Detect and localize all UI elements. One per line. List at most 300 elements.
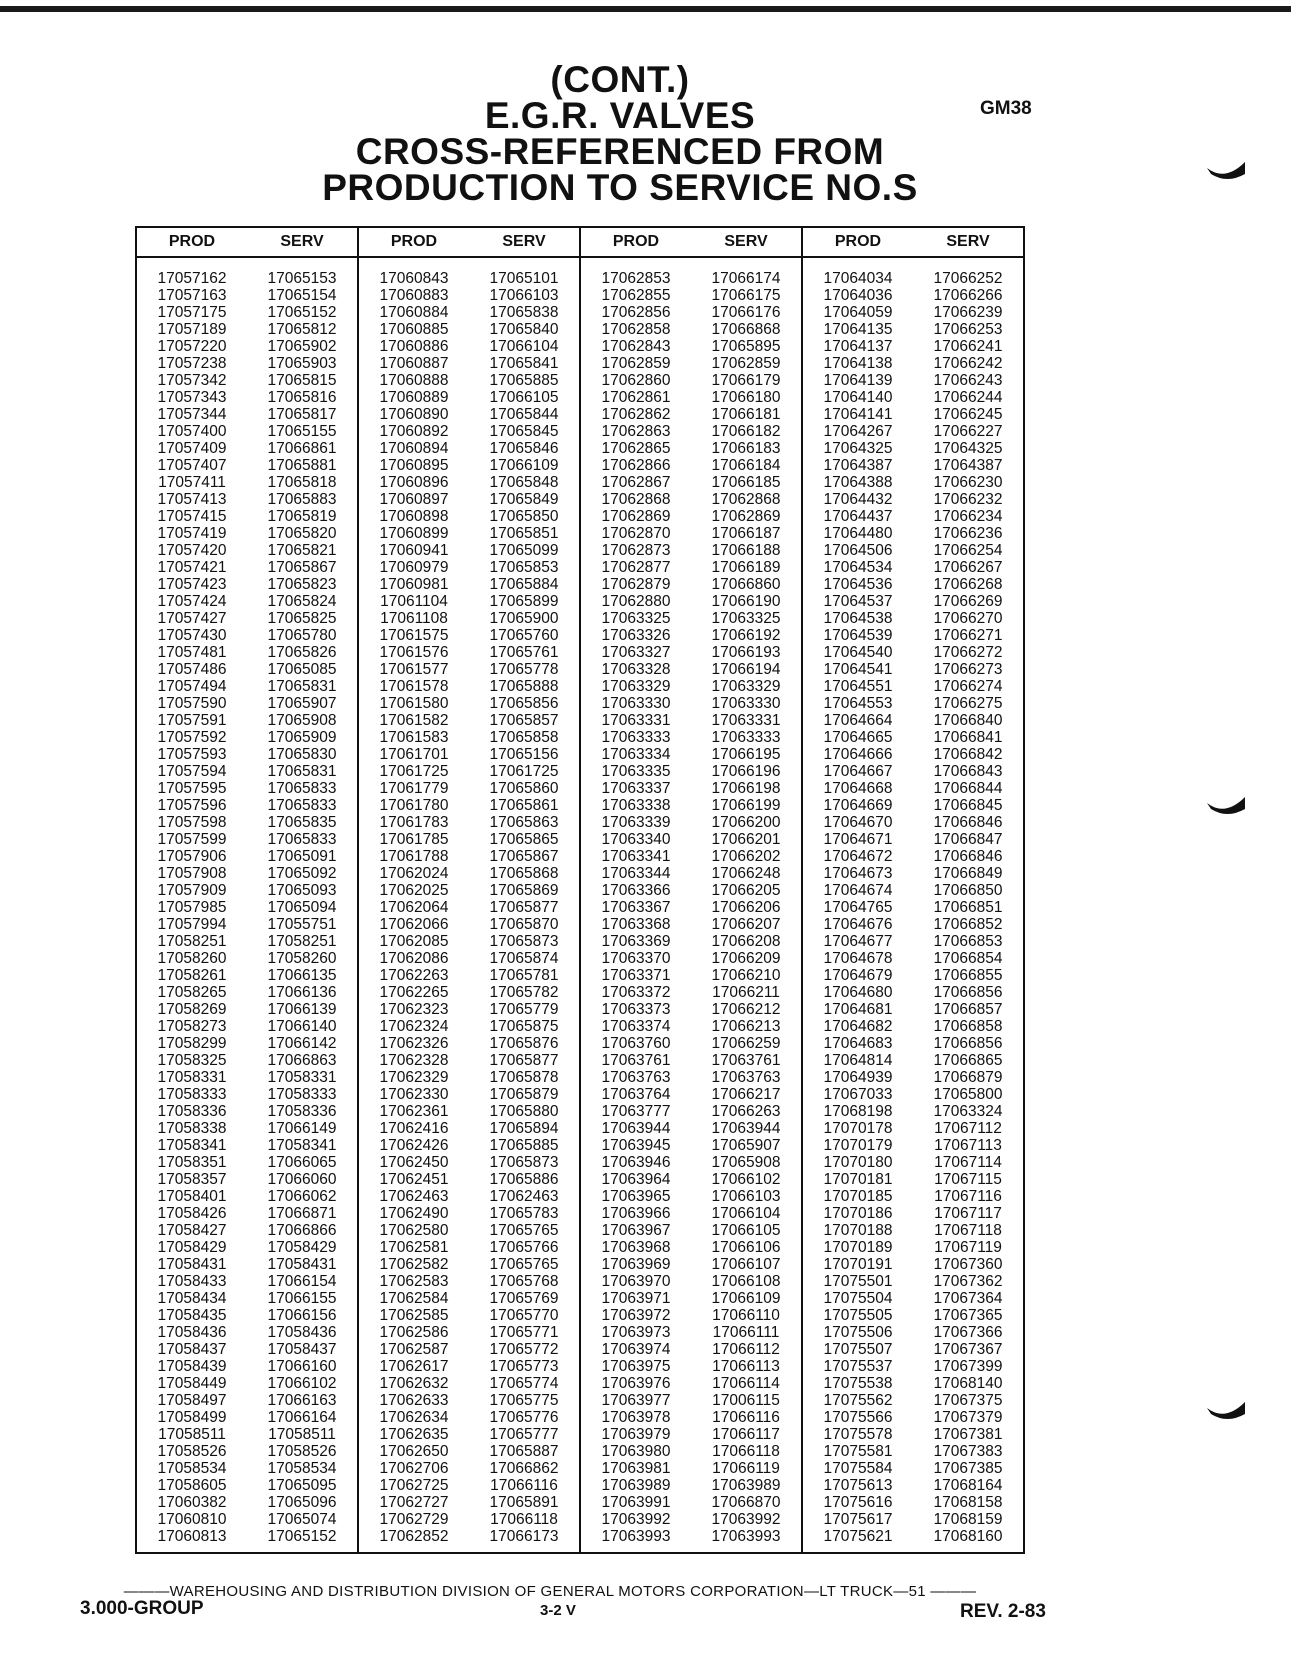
serv-number: 17066230 xyxy=(933,474,1003,491)
table-row xyxy=(359,1307,579,1324)
prod-number: 17058605 xyxy=(157,1477,227,1494)
prod-number: 17057409 xyxy=(157,440,227,457)
table-row xyxy=(803,882,1023,899)
serv-number: 17066268 xyxy=(933,576,1003,593)
serv-number: 17066205 xyxy=(711,882,781,899)
prod-number: 17057238 xyxy=(157,355,227,372)
table-column-group xyxy=(581,228,803,1552)
serv-number: 17065899 xyxy=(489,593,559,610)
table-row xyxy=(137,610,357,627)
table-row xyxy=(581,1273,801,1290)
serv-number: 17066105 xyxy=(711,1222,781,1239)
prod-number: 17063344 xyxy=(601,865,671,882)
prod-number: 17064034 xyxy=(823,270,893,287)
table-row xyxy=(137,746,357,763)
serv-number: 17066140 xyxy=(267,1018,337,1035)
serv-number: 17065903 xyxy=(267,355,337,372)
table-row xyxy=(803,1222,1023,1239)
serv-number: 17058526 xyxy=(267,1443,337,1460)
serv-number: 17066870 xyxy=(711,1494,781,1511)
table-row xyxy=(803,746,1023,763)
serv-number: 17066156 xyxy=(267,1307,337,1324)
serv-number: 17058333 xyxy=(267,1086,337,1103)
prod-number: 17063325 xyxy=(601,610,671,627)
table-row xyxy=(803,695,1023,712)
table-row xyxy=(581,1307,801,1324)
table-row xyxy=(581,525,801,542)
serv-number: 17065909 xyxy=(267,729,337,746)
table-row xyxy=(581,508,801,525)
table-row xyxy=(803,967,1023,984)
table-row xyxy=(803,1069,1023,1086)
table-row xyxy=(137,1120,357,1137)
division-footer: ———WAREHOUSING AND DISTRIBUTION DIVISION OF GENERAL MOTORS CORPORATION—LT TRUCK—51 ——— xyxy=(123,1583,977,1600)
prod-number: 17064939 xyxy=(823,1069,893,1086)
prod-number: 17058333 xyxy=(157,1086,227,1103)
catalog-code: GM38 xyxy=(980,98,1032,119)
prod-number: 17064540 xyxy=(823,644,893,661)
prod-number: 17064674 xyxy=(823,882,893,899)
table-row xyxy=(581,440,801,457)
table-row xyxy=(803,712,1023,729)
prod-number: 17062867 xyxy=(601,474,671,491)
column-header xyxy=(359,228,579,258)
table-row xyxy=(359,661,579,678)
table-row xyxy=(359,440,579,457)
table-row xyxy=(359,474,579,491)
prod-number: 17064388 xyxy=(823,474,893,491)
serv-number: 17063325 xyxy=(711,610,781,627)
table-row xyxy=(803,1239,1023,1256)
serv-number: 17065769 xyxy=(489,1290,559,1307)
prod-number: 17064506 xyxy=(823,542,893,559)
group-label: 3.000-GROUP xyxy=(80,1598,204,1619)
prod-number: 17075507 xyxy=(823,1341,893,1358)
serv-number: 17066856 xyxy=(933,984,1003,1001)
prod-number: 17070185 xyxy=(823,1188,893,1205)
prod-number: 17064387 xyxy=(823,457,893,474)
serv-number: 17065874 xyxy=(489,950,559,967)
table-row xyxy=(803,1120,1023,1137)
table-row xyxy=(803,831,1023,848)
serv-number: 17065885 xyxy=(489,372,559,389)
serv-number: 17066855 xyxy=(933,967,1003,984)
table-row xyxy=(581,661,801,678)
serv-number: 17062868 xyxy=(711,491,781,508)
serv-number: 17062869 xyxy=(711,508,781,525)
serv-number: 17066852 xyxy=(933,916,1003,933)
table-row xyxy=(581,610,801,627)
prod-number: 17063979 xyxy=(601,1426,671,1443)
prod-number: 17062858 xyxy=(601,321,671,338)
prod-number: 17058431 xyxy=(157,1256,227,1273)
serv-number: 17066116 xyxy=(490,1477,558,1494)
serv-number: 17006115 xyxy=(712,1392,780,1409)
serv-number: 17066843 xyxy=(933,763,1003,780)
table-row xyxy=(581,1494,801,1511)
table-row xyxy=(803,338,1023,355)
prod-number: 17064551 xyxy=(823,678,893,695)
prod-number: 17064437 xyxy=(823,508,893,525)
serv-number: 17066851 xyxy=(933,899,1003,916)
prod-number: 17064664 xyxy=(823,712,893,729)
table-row xyxy=(359,746,579,763)
table-row xyxy=(581,576,801,593)
table-row xyxy=(359,304,579,321)
serv-number: 17065870 xyxy=(489,916,559,933)
prod-number: 17062870 xyxy=(601,525,671,542)
serv-number: 17066846 xyxy=(933,848,1003,865)
prod-number: 17057421 xyxy=(157,559,227,576)
table-row xyxy=(581,1086,801,1103)
prod-number: 17057994 xyxy=(157,916,227,933)
prod-number: 17057906 xyxy=(157,848,227,865)
table-row xyxy=(581,1341,801,1358)
serv-number: 17065771 xyxy=(489,1324,559,1341)
table-row xyxy=(137,389,357,406)
table-row xyxy=(803,372,1023,389)
prod-number: 17063976 xyxy=(601,1375,671,1392)
prod-number: 17062263 xyxy=(379,967,449,984)
prod-header: PROD xyxy=(612,233,660,250)
serv-number: 17066117 xyxy=(712,1426,780,1443)
table-row xyxy=(137,1222,357,1239)
serv-number: 17065800 xyxy=(933,1086,1003,1103)
table-row xyxy=(137,406,357,423)
serv-header: SERV xyxy=(724,233,768,250)
prod-number: 17057494 xyxy=(157,678,227,695)
prod-number: 17063968 xyxy=(601,1239,671,1256)
title-line-2: E.G.R. VALVES xyxy=(484,95,756,136)
prod-number: 17058338 xyxy=(157,1120,227,1137)
prod-number: 17060892 xyxy=(379,423,449,440)
prod-number: 17064679 xyxy=(823,967,893,984)
prod-number: 17063372 xyxy=(601,984,671,1001)
serv-number: 17066841 xyxy=(933,729,1003,746)
table-row xyxy=(137,678,357,695)
table-row xyxy=(803,814,1023,831)
prod-number: 17060889 xyxy=(379,389,449,406)
table-row xyxy=(581,1324,801,1341)
prod-number: 17062450 xyxy=(379,1154,449,1171)
table-row xyxy=(581,423,801,440)
table-row xyxy=(137,797,357,814)
table-row xyxy=(803,678,1023,695)
prod-number: 17063945 xyxy=(601,1137,671,1154)
serv-number: 17065152 xyxy=(267,1528,337,1545)
prod-number: 17062633 xyxy=(379,1392,449,1409)
prod-number: 17070186 xyxy=(823,1205,893,1222)
prod-number: 17063967 xyxy=(601,1222,671,1239)
prod-number: 17062862 xyxy=(601,406,671,423)
prod-number: 17064668 xyxy=(823,780,893,797)
binder-hole-icon xyxy=(1205,1400,1247,1422)
serv-number: 17066845 xyxy=(933,797,1003,814)
table-row xyxy=(359,1120,579,1137)
table-row xyxy=(359,1290,579,1307)
page-title xyxy=(220,59,1020,208)
serv-number: 17066112 xyxy=(712,1341,780,1358)
prod-number: 17062361 xyxy=(379,1103,449,1120)
serv-number: 17066184 xyxy=(711,457,781,474)
prod-number: 17062879 xyxy=(601,576,671,593)
prod-number: 17064135 xyxy=(823,321,893,338)
serv-number: 17065879 xyxy=(489,1086,559,1103)
serv-number: 17058436 xyxy=(267,1324,337,1341)
serv-number: 17065096 xyxy=(267,1494,337,1511)
serv-number: 17062859 xyxy=(711,355,781,372)
prod-number: 17057427 xyxy=(157,610,227,627)
table-row xyxy=(581,831,801,848)
table-row xyxy=(137,899,357,916)
serv-number: 17065095 xyxy=(267,1477,337,1494)
prod-number: 17064667 xyxy=(823,763,893,780)
table-row xyxy=(137,1426,357,1443)
table-row xyxy=(581,270,801,287)
table-row xyxy=(803,610,1023,627)
prod-number: 17062617 xyxy=(379,1358,449,1375)
table-row xyxy=(803,950,1023,967)
serv-number: 17058251 xyxy=(267,933,337,950)
serv-number: 17065851 xyxy=(489,525,559,542)
prod-number: 17060896 xyxy=(379,474,449,491)
serv-number: 17055751 xyxy=(267,916,337,933)
table-row xyxy=(137,457,357,474)
prod-number: 17064814 xyxy=(823,1052,893,1069)
prod-number: 17062865 xyxy=(601,440,671,457)
prod-number: 17058434 xyxy=(157,1290,227,1307)
serv-number: 17066154 xyxy=(267,1273,337,1290)
prod-number: 17064677 xyxy=(823,933,893,950)
table-row xyxy=(137,831,357,848)
serv-number: 17065815 xyxy=(267,372,337,389)
table-row xyxy=(359,270,579,287)
prod-number: 17057590 xyxy=(157,695,227,712)
prod-number: 17063335 xyxy=(601,763,671,780)
table-row xyxy=(803,916,1023,933)
serv-number: 17066116 xyxy=(712,1409,780,1426)
prod-number: 17060843 xyxy=(379,270,449,287)
table-row xyxy=(137,695,357,712)
table-row xyxy=(803,1494,1023,1511)
prod-number: 17060890 xyxy=(379,406,449,423)
prod-number: 17062860 xyxy=(601,372,671,389)
serv-number: 17065838 xyxy=(489,304,559,321)
prod-number: 17057909 xyxy=(157,882,227,899)
table-row xyxy=(137,916,357,933)
table-row xyxy=(581,542,801,559)
table-row xyxy=(581,882,801,899)
prod-number: 17063338 xyxy=(601,797,671,814)
serv-number: 17066198 xyxy=(711,780,781,797)
prod-number: 17064682 xyxy=(823,1018,893,1035)
serv-number: 17066239 xyxy=(933,304,1003,321)
serv-number: 17066266 xyxy=(933,287,1003,304)
prod-number: 17063944 xyxy=(601,1120,671,1137)
serv-number: 17065833 xyxy=(267,780,337,797)
serv-number: 17063992 xyxy=(711,1511,781,1528)
serv-number: 17066242 xyxy=(933,355,1003,372)
serv-number: 17065865 xyxy=(489,831,559,848)
serv-number: 17066274 xyxy=(933,678,1003,695)
prod-number: 17064673 xyxy=(823,865,893,882)
prod-number: 17061104 xyxy=(380,593,448,610)
table-row xyxy=(359,695,579,712)
table-row xyxy=(359,950,579,967)
table-row xyxy=(137,1511,357,1528)
serv-number: 17065878 xyxy=(489,1069,559,1086)
table-row xyxy=(359,1222,579,1239)
prod-number: 17058351 xyxy=(157,1154,227,1171)
prod-number: 17057413 xyxy=(157,491,227,508)
prod-number: 17057593 xyxy=(157,746,227,763)
table-row xyxy=(581,1375,801,1392)
serv-number: 17065780 xyxy=(267,627,337,644)
table-row xyxy=(359,1511,579,1528)
table-row xyxy=(581,491,801,508)
serv-header: SERV xyxy=(280,233,324,250)
prod-number: 17062863 xyxy=(601,423,671,440)
table-row xyxy=(803,1052,1023,1069)
prod-number: 17057481 xyxy=(157,644,227,661)
table-row xyxy=(137,763,357,780)
prod-number: 17064141 xyxy=(823,406,893,423)
table-row xyxy=(359,1494,579,1511)
table-row xyxy=(581,287,801,304)
serv-number: 17066113 xyxy=(712,1358,780,1375)
serv-number: 17066865 xyxy=(933,1052,1003,1069)
serv-number: 17066273 xyxy=(933,661,1003,678)
table-row xyxy=(359,406,579,423)
table-row xyxy=(359,1256,579,1273)
prod-number: 17062582 xyxy=(379,1256,449,1273)
serv-number: 17066259 xyxy=(711,1035,781,1052)
prod-number: 17062855 xyxy=(601,287,671,304)
serv-number: 17058336 xyxy=(267,1103,337,1120)
prod-number: 17063328 xyxy=(601,661,671,678)
prod-number: 17064139 xyxy=(823,372,893,389)
title-line-1: (CONT.) xyxy=(550,59,690,100)
prod-number: 17062581 xyxy=(379,1239,449,1256)
prod-number: 17075616 xyxy=(823,1494,893,1511)
serv-number: 17065895 xyxy=(711,338,781,355)
prod-number: 17058439 xyxy=(157,1358,227,1375)
table-row xyxy=(803,270,1023,287)
table-column-group xyxy=(137,228,359,1552)
prod-number: 17064666 xyxy=(823,746,893,763)
table-row xyxy=(803,1001,1023,1018)
table-row xyxy=(137,1528,357,1545)
serv-number: 17065812 xyxy=(267,321,337,338)
page-number: 3-2 V xyxy=(540,1602,576,1619)
serv-number: 17066109 xyxy=(489,457,559,474)
serv-number: 17066103 xyxy=(489,287,559,304)
serv-number: 17066842 xyxy=(933,746,1003,763)
prod-number: 17057419 xyxy=(157,525,227,542)
prod-number: 17063777 xyxy=(601,1103,671,1120)
table-row xyxy=(137,525,357,542)
serv-number: 17065091 xyxy=(267,848,337,865)
prod-number: 17060888 xyxy=(379,372,449,389)
prod-number: 17057175 xyxy=(157,304,227,321)
prod-number: 17060894 xyxy=(379,440,449,457)
table-row xyxy=(803,1324,1023,1341)
prod-number: 17063333 xyxy=(601,729,671,746)
serv-number: 17067112 xyxy=(934,1120,1002,1137)
table-row xyxy=(803,525,1023,542)
table-row xyxy=(137,1154,357,1171)
serv-number: 17065849 xyxy=(489,491,559,508)
prod-number: 17057420 xyxy=(157,542,227,559)
serv-number: 17066149 xyxy=(267,1120,337,1137)
prod-number: 17063369 xyxy=(601,933,671,950)
prod-number: 17070188 xyxy=(823,1222,893,1239)
prod-number: 17058427 xyxy=(157,1222,227,1239)
table-row xyxy=(137,1052,357,1069)
serv-number: 17066871 xyxy=(267,1205,337,1222)
serv-number: 17058429 xyxy=(267,1239,337,1256)
serv-number: 17066118 xyxy=(490,1511,558,1528)
table-row xyxy=(137,1494,357,1511)
prod-number: 17060813 xyxy=(157,1528,227,1545)
table-row xyxy=(359,525,579,542)
table-row xyxy=(137,1358,357,1375)
table-row xyxy=(137,1256,357,1273)
prod-number: 17062025 xyxy=(379,882,449,899)
serv-number: 17067367 xyxy=(933,1341,1003,1358)
serv-number: 17066275 xyxy=(933,695,1003,712)
table-row xyxy=(137,627,357,644)
table-row xyxy=(359,729,579,746)
table-row xyxy=(803,763,1023,780)
prod-number: 17057486 xyxy=(157,661,227,678)
prod-number: 17057908 xyxy=(157,865,227,882)
prod-number: 17063972 xyxy=(601,1307,671,1324)
serv-number: 17066188 xyxy=(711,542,781,559)
serv-number: 17065845 xyxy=(489,423,559,440)
prod-number: 17057415 xyxy=(157,508,227,525)
prod-number: 17063980 xyxy=(601,1443,671,1460)
prod-number: 17075537 xyxy=(823,1358,893,1375)
prod-number: 17058534 xyxy=(157,1460,227,1477)
serv-number: 17066193 xyxy=(711,644,781,661)
table-row xyxy=(803,440,1023,457)
table-row xyxy=(359,338,579,355)
prod-number: 17063339 xyxy=(601,814,671,831)
prod-number: 17058357 xyxy=(157,1171,227,1188)
serv-number: 17066227 xyxy=(933,423,1003,440)
table-row xyxy=(803,1273,1023,1290)
serv-number: 17065765 xyxy=(489,1222,559,1239)
serv-number: 17065858 xyxy=(489,729,559,746)
serv-number: 17067365 xyxy=(933,1307,1003,1324)
prod-number: 17070180 xyxy=(823,1154,893,1171)
table-row xyxy=(137,559,357,576)
table-row xyxy=(359,1477,579,1494)
prod-number: 17075505 xyxy=(823,1307,893,1324)
serv-number: 17066103 xyxy=(711,1188,781,1205)
prod-number: 17061779 xyxy=(379,780,449,797)
table-row xyxy=(803,576,1023,593)
prod-number: 17062866 xyxy=(601,457,671,474)
serv-number: 17065821 xyxy=(267,542,337,559)
serv-number: 17066858 xyxy=(933,1018,1003,1035)
table-row xyxy=(803,1137,1023,1154)
serv-number: 17066109 xyxy=(711,1290,781,1307)
serv-number: 17067362 xyxy=(933,1273,1003,1290)
serv-number: 17065857 xyxy=(489,712,559,729)
prod-number: 17060897 xyxy=(379,491,449,508)
